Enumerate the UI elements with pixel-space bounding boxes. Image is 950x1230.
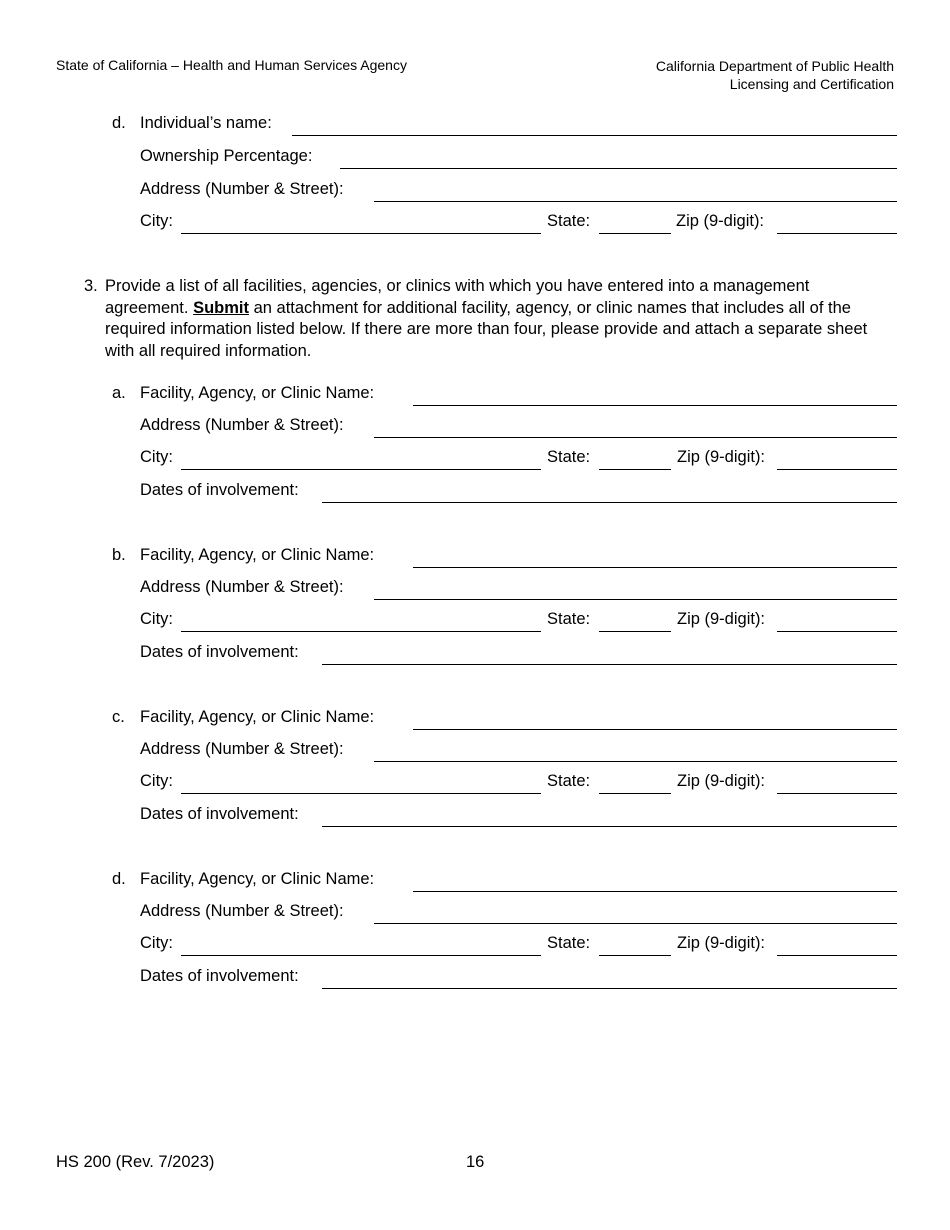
individual-name-label: Individual’s name: [140,114,272,132]
facility-letter: a. [112,384,126,402]
facility-city-label: City: [140,610,173,628]
ownership-percentage-label: Ownership Percentage: [140,147,313,165]
question-3-text [105,276,884,362]
header-department [656,57,894,93]
facility-letter: c. [112,708,125,726]
facility-address-row [0,902,950,924]
facility-dates-field[interactable] [322,826,897,827]
facility-address-field[interactable] [374,437,897,438]
facility-zip-field[interactable] [777,631,897,632]
facility-name-row [0,870,950,892]
facility-name-label: Facility, Agency, or Clinic Name: [140,708,375,726]
owner-city-row [0,212,950,234]
facility-zip-label: Zip (9-digit): [677,934,766,952]
facility-address-row [0,416,950,438]
facility-letter: d. [112,870,126,888]
facility-address-label: Address (Number & Street): [140,578,344,596]
facility-name-field[interactable] [413,405,897,406]
ownership-percentage-row [0,147,950,169]
facility-state-label: State: [547,772,591,790]
question-3-text-after: an attachment for additional facility, agency, or clinic names that includes all of the required information listed below. If there are more than four, please provide and attach a separate sheet with all required information. [105,298,868,360]
owner-zip-label: Zip (9-digit): [676,212,765,230]
facility-city-label: City: [140,934,173,952]
facility-zip-label: Zip (9-digit): [677,772,766,790]
header-division-name: Licensing and Certification [729,76,894,92]
owner-address-field[interactable] [374,201,897,202]
facility-address-label: Address (Number & Street): [140,416,344,434]
facility-dates-field[interactable] [322,502,897,503]
facility-state-field[interactable] [599,631,671,632]
owner-zip-field[interactable] [777,233,897,234]
owner-state-label: State: [547,212,591,230]
facility-state-field[interactable] [599,793,671,794]
facility-dates-label: Dates of involvement: [140,643,299,661]
question-3-number: 3. [84,277,98,295]
owner-city-field[interactable] [181,233,541,234]
facility-name-label: Facility, Agency, or Clinic Name: [140,546,375,564]
facility-city-field[interactable] [181,793,541,794]
facility-address-field[interactable] [374,761,897,762]
facility-city-field[interactable] [181,631,541,632]
facility-city-field[interactable] [181,469,541,470]
facility-dates-field[interactable] [322,988,897,989]
header-agency: State of California – Health and Human Services Agency [56,57,407,73]
facility-name-label: Facility, Agency, or Clinic Name: [140,870,375,888]
facility-address-label: Address (Number & Street): [140,740,344,758]
facility-zip-label: Zip (9-digit): [677,610,766,628]
facility-city-label: City: [140,772,173,790]
submit-emphasis: Submit [193,298,249,317]
owner-city-label: City: [140,212,173,230]
facility-dates-label: Dates of involvement: [140,481,299,499]
facility-state-label: State: [547,448,591,466]
facility-name-row [0,384,950,406]
facility-name-field[interactable] [413,891,897,892]
facility-address-row [0,578,950,600]
facility-dates-field[interactable] [322,664,897,665]
facility-dates-row [0,967,950,989]
facility-name-row [0,546,950,568]
facility-dates-row [0,643,950,665]
owner-d-letter: d. [112,114,126,132]
facility-dates-label: Dates of involvement: [140,805,299,823]
facility-city-row [0,934,950,956]
facility-dates-label: Dates of involvement: [140,967,299,985]
facility-address-field[interactable] [374,923,897,924]
question-3-text-before: Provide a list of all facilities, agencies, or clinics with which you have entered into a management agreement. [105,277,810,317]
facility-name-field[interactable] [413,567,897,568]
facility-zip-field[interactable] [777,793,897,794]
facility-city-label: City: [140,448,173,466]
facility-address-field[interactable] [374,599,897,600]
facility-zip-field[interactable] [777,469,897,470]
individual-name-row [0,114,950,136]
facility-city-field[interactable] [181,955,541,956]
facility-zip-field[interactable] [777,955,897,956]
facility-city-row [0,772,950,794]
facility-zip-label: Zip (9-digit): [677,448,766,466]
facility-city-row [0,448,950,470]
owner-address-label: Address (Number & Street): [140,180,344,198]
facility-address-label: Address (Number & Street): [140,902,344,920]
facility-name-label: Facility, Agency, or Clinic Name: [140,384,375,402]
facility-dates-row [0,805,950,827]
facility-address-row [0,740,950,762]
page-number: 16 [466,1153,485,1171]
facility-name-row [0,708,950,730]
individual-name-field[interactable] [292,135,897,136]
form-id: HS 200 (Rev. 7/2023) [56,1153,215,1171]
ownership-percentage-field[interactable] [340,168,897,169]
facility-state-label: State: [547,934,591,952]
facility-state-label: State: [547,610,591,628]
owner-address-row [0,180,950,202]
facility-letter: b. [112,546,126,564]
facility-state-field[interactable] [599,955,671,956]
owner-state-field[interactable] [599,233,671,234]
facility-city-row [0,610,950,632]
question-3-instructions [84,276,884,362]
header-department-name: California Department of Public Health [655,58,894,74]
facility-state-field[interactable] [599,469,671,470]
facility-dates-row [0,481,950,503]
facility-name-field[interactable] [413,729,897,730]
